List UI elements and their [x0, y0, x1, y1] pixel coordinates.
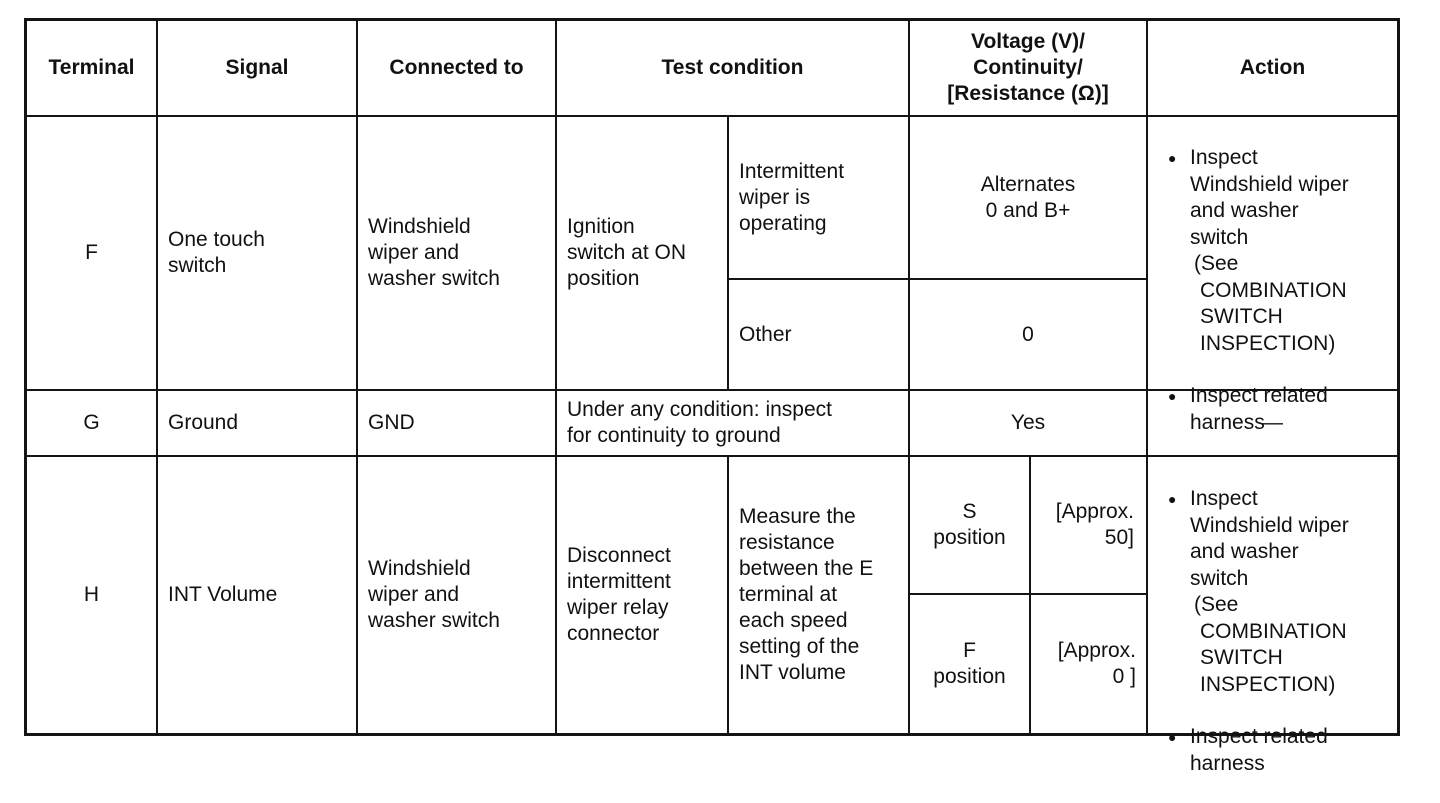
- row-h-action-inspect-harness: Inspect related harness: [1190, 725, 1328, 775]
- row-h-action-list: [1164, 460, 1397, 803]
- row-h-measure-instruction: Measure the resistance between the E terminal at each speed setting of the INT volume: [739, 505, 874, 684]
- header-action: Action: [1239, 56, 1306, 79]
- row-f-action-item: [1164, 145, 1397, 357]
- row-g-action: —: [1262, 411, 1283, 434]
- row-f-action-reference: COMBINATION SWITCH INSPECTION): [1200, 278, 1347, 355]
- row-h-action-reference: COMBINATION SWITCH INSPECTION): [1200, 619, 1347, 696]
- row-f-value-other: 0: [1022, 322, 1034, 346]
- row-f-action-see: (See: [1194, 252, 1239, 275]
- row-f-action: [1148, 119, 1397, 434]
- row-f-action-inspect-switch: Inspect Windshield wiper and washer switch: [1190, 146, 1349, 249]
- row-f-value-alternates: Alternates 0 and B+: [980, 172, 1076, 222]
- row-f-subcondition-other: Other: [739, 322, 792, 346]
- row-g-connected-to: GND: [368, 411, 415, 434]
- row-h-connected-to: Windshield wiper and washer switch: [368, 557, 500, 632]
- row-g-value: Yes: [1010, 411, 1046, 434]
- row-f-terminal: F: [85, 241, 98, 264]
- row-h-action-item: [1164, 486, 1397, 698]
- row-f-signal: One touch switch: [168, 228, 265, 277]
- row-h-terminal: H: [83, 583, 100, 606]
- row-h-action-see: (See: [1194, 593, 1239, 616]
- row-g-test-condition: Under any condition: inspect for continuity to ground: [567, 398, 832, 447]
- row-f-action-inspect-harness: Inspect related harness: [1190, 384, 1328, 434]
- row-h-action-item: [1164, 724, 1397, 777]
- table-border-right: [1397, 18, 1400, 736]
- row-h-f-resistance: [Approx. 0 ]: [1057, 639, 1136, 688]
- row-f-connected-to: Windshield wiper and washer switch: [368, 215, 500, 290]
- header-test-condition: Test condition: [661, 56, 804, 79]
- row-h-test-condition: Disconnect intermittent wiper relay connector: [567, 544, 671, 645]
- row-h-s-resistance: [Approx. 50]: [1055, 500, 1134, 549]
- header-connected-to: Connected to: [389, 56, 524, 79]
- header-voltage-continuity-resistance: Voltage (V)/ Continuity/ [Resistance (Ω)]: [947, 30, 1109, 105]
- row-h-f-position: F position: [933, 639, 1006, 688]
- row-f-subcondition-intermittent: Intermittent wiper is operating: [739, 159, 845, 235]
- row-f-test-condition: Ignition switch at ON position: [567, 215, 687, 290]
- row-g-terminal: G: [83, 411, 100, 434]
- header-terminal: Terminal: [48, 56, 135, 79]
- row-h-signal: INT Volume: [168, 583, 278, 606]
- row-g-signal: Ground: [168, 411, 239, 434]
- row-h-action-inspect-switch: Inspect Windshield wiper and washer switch: [1190, 487, 1349, 590]
- row-h-action: [1148, 460, 1397, 775]
- header-signal: Signal: [225, 56, 289, 79]
- row-h-s-position: S position: [933, 500, 1006, 549]
